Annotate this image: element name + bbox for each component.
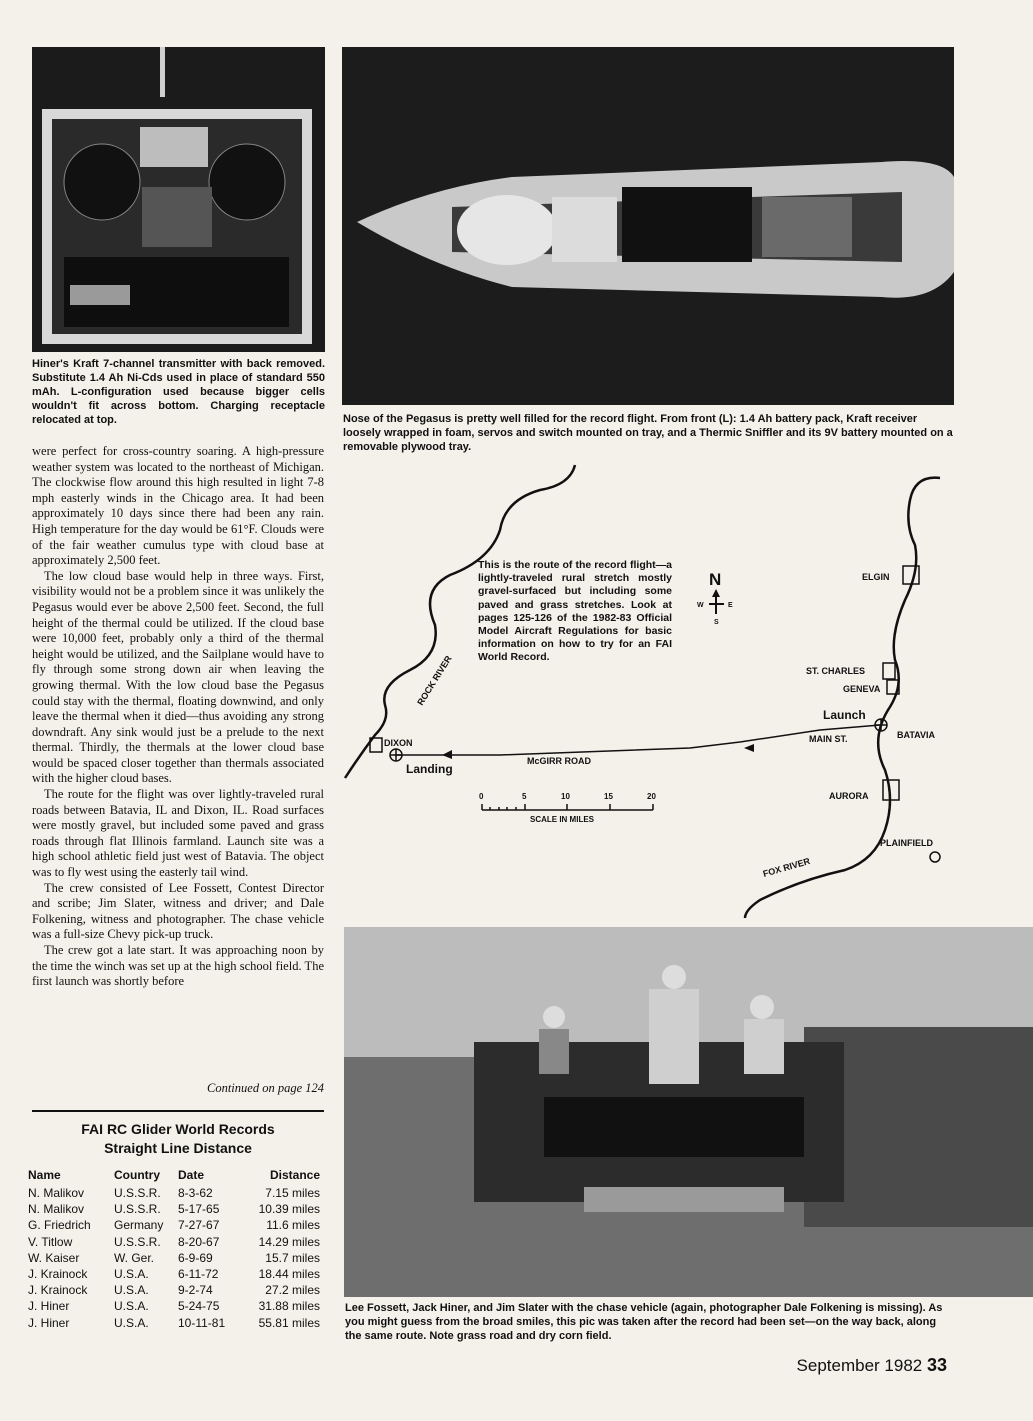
- records-header-row: [28, 1168, 320, 1185]
- label-fox-river: FOX RIVER: [761, 855, 812, 879]
- table-row: [28, 1266, 320, 1282]
- label-geneva: GENEVA: [843, 684, 881, 694]
- cell-country: U.S.A.: [114, 1299, 149, 1314]
- scale-tick-0: 0: [479, 792, 484, 801]
- label-batavia: BATAVIA: [897, 730, 935, 740]
- scale-tick-20: 20: [647, 792, 656, 801]
- cell-country: U.S.S.R.: [114, 1202, 161, 1217]
- label-landing: Landing: [406, 762, 453, 776]
- cell-date: 10-11-81: [178, 1315, 226, 1330]
- cell-name: N. Malikov: [28, 1202, 85, 1217]
- records-title: FAI RC Glider World Records: [81, 1121, 275, 1137]
- cell-distance: 18.44 miles: [258, 1267, 320, 1282]
- cell-name: J. Krainock: [28, 1283, 88, 1298]
- table-row: [28, 1185, 320, 1201]
- crew-illustration: [344, 927, 1033, 1297]
- table-row: [28, 1298, 320, 1314]
- header-date: Date: [178, 1168, 205, 1182]
- article-paragraph-4: The crew consisted of Lee Fossett, Contest Director and scribe; Jim Slater, witness and driver; and Dale Folkening, witness and photographer. The chase vehicle was a full-size Chevy pick-up truck.: [32, 880, 324, 942]
- label-aurora: AURORA: [829, 791, 869, 801]
- map-note: This is the route of the record flight—a lightly-traveled rural stretch mostly gravel-surfaced but including some paved and grass stretches. Look at pages 125-126 of the 1982-83 Official Model Aircraft Regulations for basic information on how to try for an FAI World Record.: [478, 559, 672, 664]
- label-st-charles: ST. CHARLES: [806, 666, 866, 676]
- compass-s: S: [714, 619, 719, 626]
- cell-country: W. Ger.: [114, 1250, 155, 1265]
- header-distance: Distance: [269, 1168, 320, 1182]
- cell-distance: 55.81 miles: [258, 1315, 320, 1330]
- cell-date: 7-27-67: [178, 1218, 220, 1233]
- transmitter-photo: [32, 47, 325, 352]
- page-footer: [797, 1355, 947, 1376]
- label-rock-river: ROCK RIVER: [415, 653, 454, 708]
- cell-date: 6-11-72: [178, 1267, 219, 1282]
- cell-date: 8-20-67: [178, 1234, 220, 1249]
- route-map: [340, 460, 960, 920]
- table-row: [28, 1234, 320, 1250]
- header-country: Country: [114, 1168, 160, 1182]
- footer-date: September 1982: [796, 1356, 923, 1375]
- cell-date: 9-2-74: [178, 1283, 213, 1298]
- article-paragraph-3: The route for the flight was over lightly-traveled rural roads between Batavia, IL and Dixon, IL. Road surfaces were mostly gravel, but included some paved and grass roads through flat Illinois farmland. Launch site was a high school athletic field just west of Batavia. The object was to fly west using the easterly tail wind.: [32, 787, 324, 880]
- compass-n: N: [709, 570, 722, 589]
- scale-tick-15: 15: [604, 792, 613, 801]
- cell-name: N. Malikov: [28, 1186, 85, 1200]
- cell-distance: 31.88 miles: [258, 1299, 320, 1314]
- label-mcgirr-road: McGIRR ROAD: [527, 756, 592, 766]
- label-elgin: ELGIN: [862, 572, 890, 582]
- crew-photo: [344, 927, 1033, 1297]
- continued-on-page: Continued on page 124: [206, 1081, 324, 1095]
- records-box: [32, 1120, 324, 1158]
- compass-e: E: [728, 602, 733, 609]
- transmitter-illustration: [32, 47, 325, 352]
- scale-title: SCALE IN MILES: [530, 815, 595, 824]
- label-plainfield: PLAINFIELD: [880, 838, 933, 848]
- cell-distance: 15.7 miles: [265, 1250, 320, 1265]
- table-row: [28, 1282, 320, 1298]
- cell-name: J. Hiner: [28, 1315, 70, 1330]
- article-paragraph-2: The low cloud base would help in three ways. First, visibility would not be a problem since it was unlikely the Pegasus would ever be above 2,500 feet. Second, the full height of the thermal could be utilized. If the cloud base were 10,000 feet, probably only a third of the thermal height would be utilized, and the Sailplane would have to fly through some strong down air when leaving the growing thermal. With the low cloud base the Pegasus could stay with the thermal, floating downwind, and only leave the thermal when it died—thus avoiding any strong downdraft. Any sink would just be a prelude to the next thermal. Thirdly, the thermals at the lower cloud base would be spaced closer together than thermals associated with the higher cloud bases.: [32, 568, 324, 786]
- cell-distance: 11.6 miles: [266, 1218, 320, 1233]
- cell-country: U.S.S.R.: [114, 1186, 161, 1200]
- cell-country: U.S.A.: [114, 1267, 149, 1282]
- records-subtitle: Straight Line Distance: [104, 1140, 252, 1156]
- compass-icon: [697, 570, 733, 626]
- fox-river-line: [745, 478, 940, 918]
- cell-distance: 10.39 miles: [258, 1202, 320, 1217]
- scale-bar: [479, 792, 656, 824]
- cell-name: J. Hiner: [28, 1299, 70, 1314]
- plainfield-town: [930, 852, 940, 862]
- table-row: [28, 1250, 320, 1266]
- header-name: Name: [28, 1168, 61, 1182]
- transmitter-caption: Hiner's Kraft 7-channel transmitter with back removed. Substitute 1.4 Ah Ni-Cds used in place of standard 550 mAh. L-configuration used because bigger cells wouldn't fit across bottom. Charging receptacle relocated at top.: [32, 358, 325, 426]
- label-launch: Launch: [823, 708, 866, 722]
- page-number: 33: [926, 1355, 947, 1375]
- cell-country: Germany: [114, 1218, 164, 1233]
- label-main-st: MAIN ST.: [809, 734, 848, 744]
- records-table: [28, 1168, 320, 1331]
- cell-name: J. Krainock: [28, 1267, 88, 1282]
- cell-name: V. Titlow: [28, 1234, 73, 1249]
- article-paragraph-1: were perfect for cross-country soaring. A high-pressure weather system was located to the northeast of Michigan. The clockwise flow around this high resulted in light 7-8 mph easterly winds in the Chicago area. It had been approximately 10 days since there had been any rain. High temperature for the day would be 61°F. Clouds were of the fair weather cumulus type with cloud base at approximately 2,500 feet.: [32, 444, 324, 568]
- crew-caption: Lee Fossett, Jack Hiner, and Jim Slater with the chase vehicle (again, photographer Dale Folkening is missing). As you might guess from the broad smiles, this pic was taken after the record had been set—on the way back, along the same route. Note grass road and dry corn field.: [345, 1302, 943, 1342]
- scale-tick-10: 10: [561, 792, 570, 801]
- cell-country: U.S.A.: [114, 1315, 149, 1330]
- cell-name: G. Friedrich: [28, 1218, 91, 1233]
- cell-distance: 14.29 miles: [258, 1234, 320, 1249]
- cell-country: U.S.A.: [114, 1283, 149, 1298]
- nose-photo: [342, 47, 954, 405]
- nose-caption: Nose of the Pegasus is pretty well filled for the record flight. From front (L): 1.4 Ah battery pack, Kraft receiver loosely wrapped in foam, servos and switch mounted on tray, and a Thermic Sniffler and its 9V battery mounted on a removable plywood tray.: [343, 413, 953, 453]
- cell-date: 5-17-65: [178, 1202, 220, 1217]
- st-charles-town: [883, 663, 895, 679]
- article-text: [32, 444, 324, 990]
- compass-w: W: [697, 602, 704, 609]
- scale-tick-5: 5: [522, 792, 527, 801]
- table-row: [28, 1315, 320, 1331]
- cell-name: W. Kaiser: [28, 1250, 80, 1265]
- label-dixon: DIXON: [384, 738, 413, 748]
- cell-date: 8-3-62: [178, 1186, 213, 1200]
- fuselage-illustration: [342, 47, 954, 405]
- cell-distance: 7.15 miles: [265, 1186, 320, 1200]
- table-row: [28, 1201, 320, 1217]
- table-row: [28, 1217, 320, 1233]
- cell-date: 6-9-69: [178, 1250, 213, 1265]
- cell-distance: 27.2 miles: [265, 1283, 320, 1298]
- records-divider: [32, 1110, 324, 1112]
- cell-country: U.S.S.R.: [114, 1234, 161, 1249]
- route-line: [395, 725, 880, 755]
- cell-date: 5-24-75: [178, 1299, 220, 1314]
- article-paragraph-5: The crew got a late start. It was approaching noon by the time the winch was set up at the high school field. The first launch was shortly before: [32, 943, 324, 989]
